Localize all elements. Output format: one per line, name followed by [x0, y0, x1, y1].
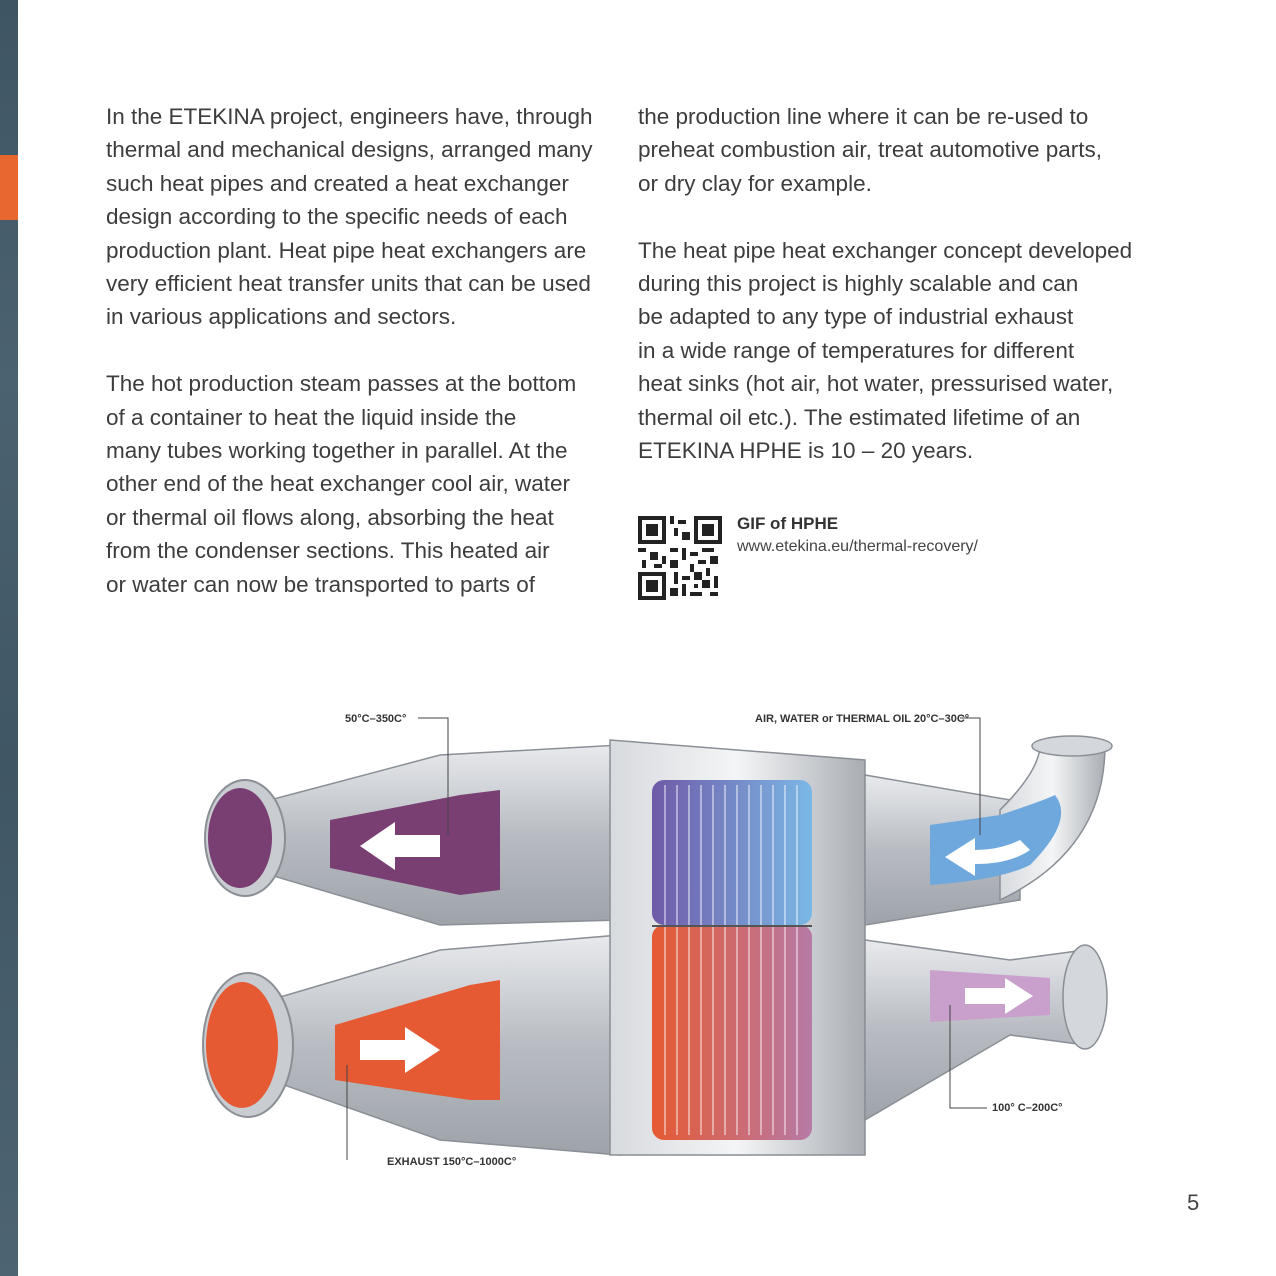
qr-url-link[interactable]: www.etekina.eu/thermal-recovery/ — [737, 538, 978, 555]
text-line: during this project is highly scalable and can — [638, 271, 1079, 297]
text-line: other end of the heat exchanger cool air, water — [106, 471, 571, 497]
qr-code-icon[interactable] — [638, 515, 722, 601]
qr-title: GIF of HPHE — [737, 514, 839, 533]
text-line: from the condenser sections. This heated air — [106, 538, 550, 564]
right-column — [638, 100, 1158, 467]
text-line: thermal and mechanical designs, arranged many — [106, 137, 593, 163]
text-line: or water can now be transported to parts of — [106, 571, 535, 597]
text-line: In the ETEKINA project, engineers have, through — [106, 104, 593, 129]
bottom-right-duct — [865, 940, 1085, 1120]
text-line: The hot production steam passes at the bottom — [106, 371, 577, 397]
heat-exchanger-diagram — [140, 700, 1140, 1200]
text-line: heat sinks (hot air, hot water, pressurised water, — [638, 371, 1114, 397]
text-line: ETEKINA HPHE is 10 – 20 years. — [638, 438, 974, 464]
text-line: in various applications and sectors. — [106, 304, 457, 330]
text-line: be adapted to any type of industrial exhaust — [638, 304, 1074, 330]
text-line: or thermal oil flows along, absorbing the heat — [106, 504, 554, 530]
text-line: thermal oil etc.). The estimated lifetime of an — [638, 404, 1081, 430]
text-line: design according to the specific needs of each — [106, 204, 568, 230]
text-line: or dry clay for example. — [638, 170, 872, 196]
text-line: very efficient heat transfer units that can be used — [106, 271, 591, 297]
left-column — [106, 100, 616, 601]
text-line: in a wide range of temperatures for different — [638, 337, 1075, 363]
text-line: of a container to heat the liquid inside the — [106, 404, 517, 430]
text-line: the production line where it can be re-used to — [638, 104, 1089, 129]
label-bottom-right: 100° C–200C° — [992, 1102, 1063, 1114]
label-bottom-left: EXHAUST 150°C–1000C° — [387, 1156, 517, 1168]
top-right-flange — [1032, 736, 1112, 756]
label-top-left: 50°C–350C° — [345, 713, 407, 725]
text-line: many tubes working together in parallel. At the — [106, 438, 568, 464]
text-line: production plant. Heat pipe heat exchangers are — [106, 237, 587, 263]
text-line: such heat pipes and created a heat exchanger — [106, 170, 569, 196]
bottom-left-inlet — [206, 982, 278, 1108]
bottom-right-flange — [1063, 945, 1107, 1049]
text-line: The heat pipe heat exchanger concept developed — [638, 237, 1133, 263]
top-left-outlet — [208, 788, 272, 888]
label-top-right: AIR, WATER or THERMAL OIL 20°C–30C° — [755, 713, 970, 725]
side-accent — [0, 155, 18, 220]
text-line: preheat combustion air, treat automotive parts, — [638, 137, 1102, 163]
page-number: 5 — [1187, 1190, 1200, 1215]
